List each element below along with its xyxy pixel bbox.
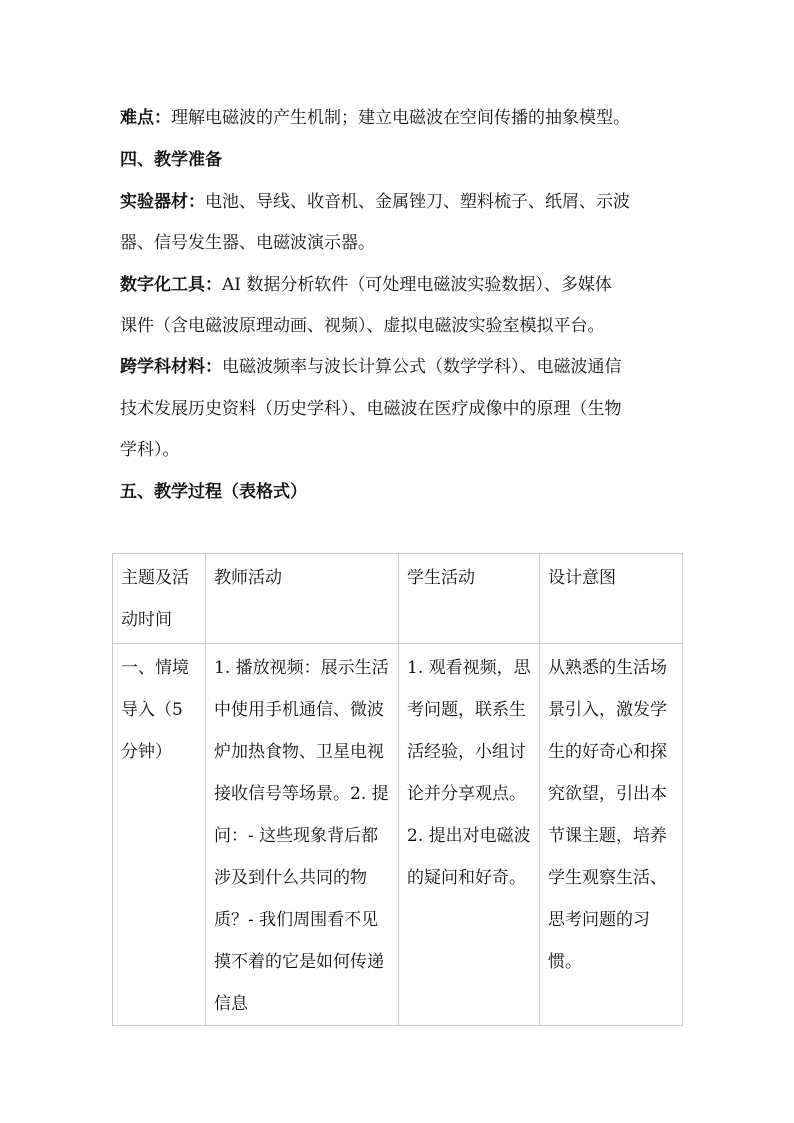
difficulty-paragraph [120, 106, 680, 130]
equipment-text-line1: 电池、导线、收音机、金属锉刀、塑料梳子、纸屑、示波 [205, 192, 630, 212]
header-topic: 主题及活动时间 [113, 554, 206, 644]
cell-design-intent: 从熟悉的生活场景引入，激发学生的好奇心和探究欲望，引出本节课主题，培养学生观察生活、思考问题的习惯。 [540, 644, 683, 1026]
cross-subject-text-line1: 电磁波频率与波长计算公式（数学学科）、电磁波通信 [222, 357, 622, 377]
table-header-row [113, 554, 683, 644]
digital-tools-label: 数字化工具： [120, 275, 222, 295]
equipment-paragraph-line1 [120, 190, 680, 214]
equipment-text-line2: 器、信号发生器、电磁波演示器。 [120, 233, 375, 253]
table-row [113, 644, 683, 1026]
section-4-heading: 四、教学准备 [120, 150, 222, 170]
digital-tools-text-line2: 课件（含电磁波原理动画、视频）、虚拟电磁波实验室模拟平台。 [120, 316, 605, 336]
cell-topic: 一、情境导入（5分钟） [113, 644, 206, 1026]
difficulty-label: 难点： [120, 108, 171, 128]
section-5-heading: 五、教学过程（表格式） [120, 482, 307, 502]
header-student-activity: 学生活动 [399, 554, 540, 644]
teaching-process-table [112, 553, 683, 1026]
difficulty-text: 理解电磁波的产生机制；建立电磁波在空间传播的抽象模型。 [171, 108, 630, 128]
equipment-label: 实验器材： [120, 192, 205, 212]
digital-tools-text-line1: AI 数据分析软件（可处理电磁波实验数据）、多媒体 [222, 275, 612, 295]
cell-student-activity: 1. 观看视频，思考问题，联系生活经验，小组讨论并分享观点。2. 提出对电磁波的疑问和好奇。 [399, 644, 540, 1026]
cross-subject-label: 跨学科材料： [120, 357, 222, 377]
header-design-intent: 设计意图 [540, 554, 683, 644]
cross-subject-paragraph-line1 [120, 355, 680, 379]
cell-teacher-activity: 1. 播放视频：展示生活中使用手机通信、微波炉加热食物、卫星电视接收信号等场景。2. 提问：- 这些现象背后都涉及到什么共同的物质？- 我们周围看不见摸不着的它是如何传递信息 [206, 644, 399, 1026]
header-teacher-activity: 教师活动 [206, 554, 399, 644]
cross-subject-text-line2: 技术发展历史资料（历史学科）、电磁波在医疗成像中的原理（生物 [120, 399, 622, 419]
digital-tools-paragraph-line1 [120, 273, 680, 297]
cross-subject-text-line3: 学科）。 [120, 440, 180, 460]
